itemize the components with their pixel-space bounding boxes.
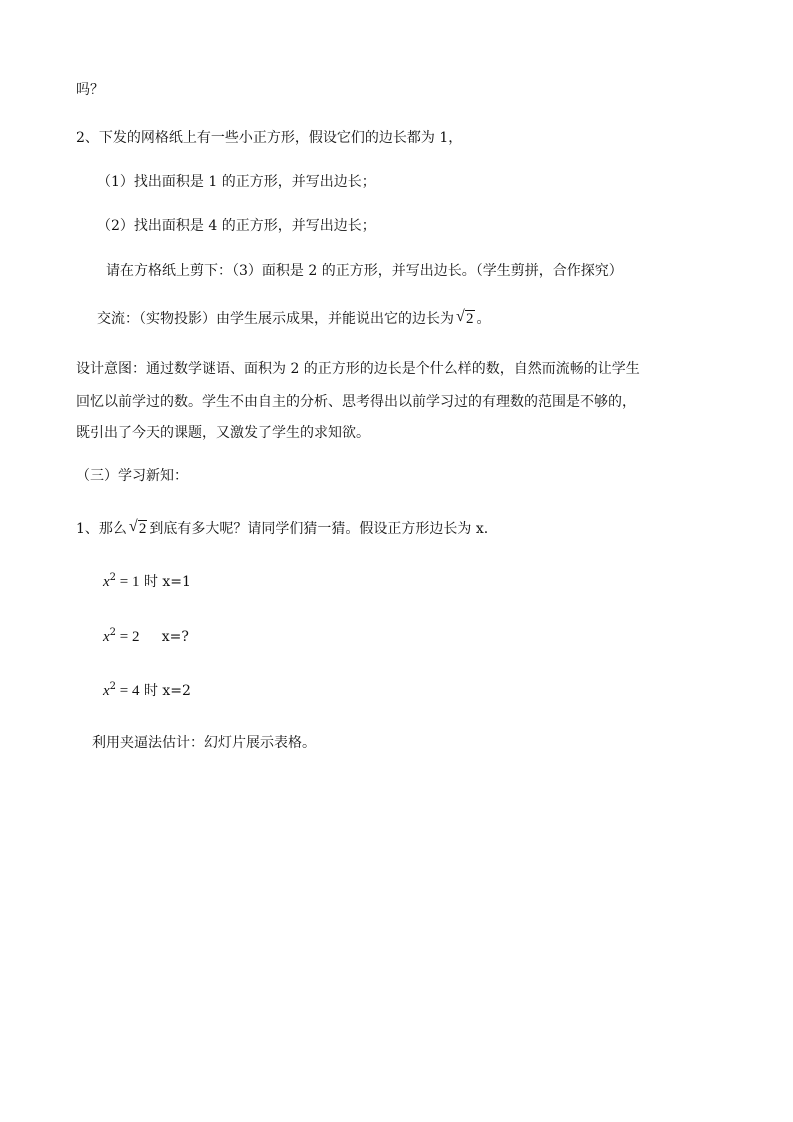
question-1-text: 1、那么 <box>76 521 127 537</box>
radical-symbol: √ <box>128 518 138 535</box>
equation-2 <box>103 627 189 649</box>
equation-rhs: = 1 <box>116 574 140 590</box>
equation-note: 时 x=1 <box>139 574 191 590</box>
equation-variable: x <box>103 629 110 645</box>
sub-question-1: （1）找出面积是 1 的正方形，并写出边长； <box>97 174 376 190</box>
exchange-text-end: 。 <box>476 311 491 327</box>
radical-symbol: √ <box>456 308 465 325</box>
estimation-line: 利用夹逼法估计：幻灯片展示表格。 <box>92 735 316 751</box>
sub-question-3: 请在方格纸上剪下：（3）面积是 2 的正方形，并写出边长。（学生剪拼，合作探究） <box>106 263 623 279</box>
question-1-text-end: 到底有多大呢？请同学们猜一猜。假设正方形边长为 x. <box>149 521 489 537</box>
section-heading: （三）学习新知： <box>76 468 188 484</box>
design-intent-line-2: 回忆以前学过的数。学生不由自主的分析、思考得出以前学习过的有理数的范围是不够的， <box>76 394 636 410</box>
equation-variable: x <box>103 683 110 699</box>
equation-exponent: 2 <box>109 572 117 583</box>
text-line: 吗？ <box>76 82 104 98</box>
question-2: 2、下发的网格纸上有一些小正方形，假设它们的边长都为 1， <box>76 130 463 146</box>
equation-1 <box>103 572 191 594</box>
equation-note: x=? <box>139 629 189 645</box>
radicand: 2 <box>466 311 474 327</box>
equation-exponent: 2 <box>109 627 117 638</box>
design-intent-line-3: 既引出了今天的课题，又激发了学生的求知欲。 <box>76 425 370 441</box>
exchange-line <box>97 309 491 329</box>
equation-note: 时 x=2 <box>139 683 191 699</box>
sqrt-expression <box>129 519 148 539</box>
design-intent-line-1: 设计意图：通过数学谜语、面积为 2 的正方形的边长是个什么样的数，自然而流畅的让学生 <box>76 361 640 377</box>
sub-question-2: （2）找出面积是 4 的正方形，并写出边长； <box>97 218 376 234</box>
radicand: 2 <box>138 521 147 537</box>
question-1-line <box>76 519 488 539</box>
equation-variable: x <box>103 574 110 590</box>
equation-exponent: 2 <box>109 681 117 692</box>
equation-rhs: = 2 <box>116 629 140 645</box>
exchange-text: 交流：（实物投影）由学生展示成果，并能说出它的边长为 <box>97 311 454 327</box>
equation-3 <box>103 681 191 703</box>
equation-rhs: = 4 <box>116 683 140 699</box>
sqrt-expression <box>456 309 475 329</box>
